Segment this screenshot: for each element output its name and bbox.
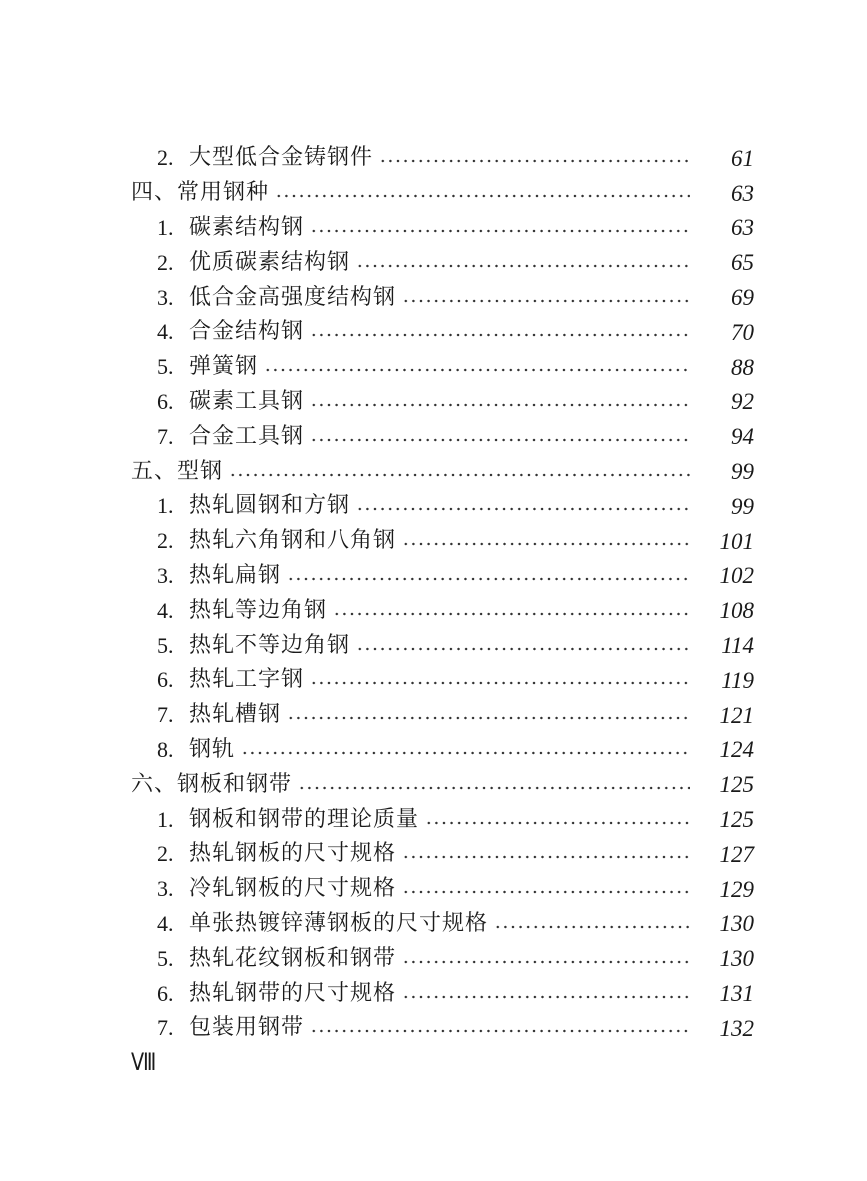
toc-entry-number: 5. [157,354,174,380]
toc-subsection-entry [0,663,867,698]
toc-subsection-entry [0,211,867,246]
toc-entry-title: 合金结构钢 [189,319,305,345]
toc-entry-title: 热轧不等边角钢 [189,632,351,658]
toc-entry-page-number: 99 [731,459,754,485]
dot-leader [379,159,690,163]
toc-subsection-entry [0,559,867,594]
toc-entry-number: 3. [157,562,174,588]
toc-subsection-entry [0,524,867,559]
toc-entry-page-number: 129 [719,876,754,902]
dot-leader [287,716,690,720]
toc-entry-page-number: 88 [731,354,754,380]
toc-entry-page-number: 63 [731,180,754,206]
toc-section-entry [0,176,867,211]
toc-entry-number: 4. [157,597,174,623]
toc-entry-page-number: 127 [719,841,754,867]
toc-entry-title: 大型低合金铸钢件 [189,145,374,171]
dot-leader [356,507,690,511]
toc-entry-page-number: 119 [721,667,754,693]
toc-entry-page-number: 92 [731,389,754,415]
toc-entry-page-number: 99 [731,493,754,519]
toc-entry-title: 热轧钢带的尺寸规格 [189,980,397,1006]
dot-leader [287,577,690,581]
toc-entry-title: 四、常用钢种 [131,180,270,206]
toc-subsection-entry [0,1011,867,1046]
dot-leader [264,368,690,372]
toc-entry-page-number: 130 [719,946,754,972]
dot-leader [402,995,690,999]
dot-leader [241,751,690,755]
toc-entry-page-number: 102 [719,563,754,589]
toc-entry-number: 2. [157,528,174,554]
dot-leader [310,681,690,685]
toc-entry-number: 2. [157,841,174,867]
toc-entry-page-number: 101 [719,528,754,554]
toc-entry-title: 热轧六角钢和八角钢 [189,528,397,554]
toc-entry-number: 6. [157,667,174,693]
dot-leader [229,473,690,477]
toc-entry-number: 1. [157,806,174,832]
toc-entry-number: 4. [157,319,174,345]
toc-entry-title: 热轧工字钢 [189,667,305,693]
toc-entry-title: 热轧扁钢 [189,562,282,588]
dot-leader [402,890,690,894]
toc-entry-number: 3. [157,284,174,310]
dot-leader [425,821,690,825]
dot-leader [356,264,690,268]
toc-entry-number: 6. [157,980,174,1006]
toc-subsection-entry [0,941,867,976]
toc-section-entry [0,454,867,489]
toc-entry-page-number: 124 [719,737,754,763]
toc-entry-title: 热轧槽钢 [189,702,282,728]
toc-entry-title: 钢轨 [189,736,236,762]
dot-leader [310,438,690,442]
dot-leader [310,1029,690,1033]
dot-leader [402,960,690,964]
toc-section-entry [0,767,867,802]
table-of-contents [0,141,867,1046]
toc-entry-title: 热轧钢板的尺寸规格 [189,841,397,867]
page-number-folio: Ⅷ [131,1050,156,1076]
dot-leader [402,542,690,546]
toc-entry-page-number: 70 [731,319,754,345]
toc-subsection-entry [0,802,867,837]
toc-entry-number: 1. [157,214,174,240]
toc-subsection-entry [0,733,867,768]
toc-entry-page-number: 69 [731,285,754,311]
toc-entry-page-number: 94 [731,424,754,450]
toc-entry-title: 弹簧钢 [189,354,259,380]
toc-entry-title: 单张热镀锌薄钢板的尺寸规格 [189,910,489,936]
toc-entry-number: 5. [157,632,174,658]
toc-entry-title: 碳素结构钢 [189,214,305,240]
dot-leader [402,299,690,303]
toc-entry-number: 6. [157,388,174,414]
dot-leader [310,333,690,337]
toc-entry-number: 7. [157,423,174,449]
dot-leader [298,786,690,790]
toc-subsection-entry [0,280,867,315]
toc-subsection-entry [0,489,867,524]
dot-leader [333,612,690,616]
toc-entry-title: 钢板和钢带的理论质量 [189,806,420,832]
toc-entry-title: 五、型钢 [131,458,224,484]
toc-entry-number: 1. [157,493,174,519]
toc-subsection-entry [0,976,867,1011]
toc-entry-number: 3. [157,876,174,902]
toc-subsection-entry [0,419,867,454]
toc-entry-number: 8. [157,736,174,762]
toc-entry-title: 碳素工具钢 [189,388,305,414]
toc-subsection-entry [0,385,867,420]
toc-subsection-entry [0,837,867,872]
toc-subsection-entry [0,245,867,280]
dot-leader [356,647,690,651]
toc-subsection-entry [0,350,867,385]
toc-entry-page-number: 61 [731,145,754,171]
dot-leader [402,855,690,859]
toc-subsection-entry [0,593,867,628]
toc-subsection-entry [0,141,867,176]
toc-entry-title: 低合金高强度结构钢 [189,284,397,310]
toc-entry-page-number: 114 [721,633,754,659]
toc-subsection-entry [0,315,867,350]
toc-entry-number: 2. [157,249,174,275]
toc-subsection-entry [0,698,867,733]
toc-subsection-entry [0,628,867,663]
toc-entry-page-number: 130 [719,911,754,937]
toc-entry-page-number: 65 [731,250,754,276]
dot-leader [494,925,690,929]
toc-entry-title: 热轧花纹钢板和钢带 [189,945,397,971]
toc-entry-page-number: 63 [731,215,754,241]
toc-entry-page-number: 121 [719,702,754,728]
toc-entry-number: 7. [157,1015,174,1041]
dot-leader [275,194,690,198]
toc-subsection-entry [0,907,867,942]
toc-subsection-entry [0,872,867,907]
toc-entry-page-number: 125 [719,807,754,833]
dot-leader [310,403,690,407]
toc-entry-page-number: 132 [719,1015,754,1041]
toc-entry-title: 热轧等边角钢 [189,597,328,623]
toc-entry-title: 冷轧钢板的尺寸规格 [189,876,397,902]
toc-entry-title: 优质碳素结构钢 [189,249,351,275]
toc-entry-title: 合金工具钢 [189,423,305,449]
toc-entry-title: 包装用钢带 [189,1015,305,1041]
toc-entry-number: 7. [157,702,174,728]
dot-leader [310,229,690,233]
toc-entry-number: 5. [157,945,174,971]
toc-entry-page-number: 108 [719,598,754,624]
toc-entry-title: 六、钢板和钢带 [131,771,293,797]
toc-entry-page-number: 131 [719,981,754,1007]
toc-entry-number: 4. [157,910,174,936]
toc-entry-number: 2. [157,145,174,171]
toc-entry-page-number: 125 [719,772,754,798]
toc-entry-title: 热轧圆钢和方钢 [189,493,351,519]
